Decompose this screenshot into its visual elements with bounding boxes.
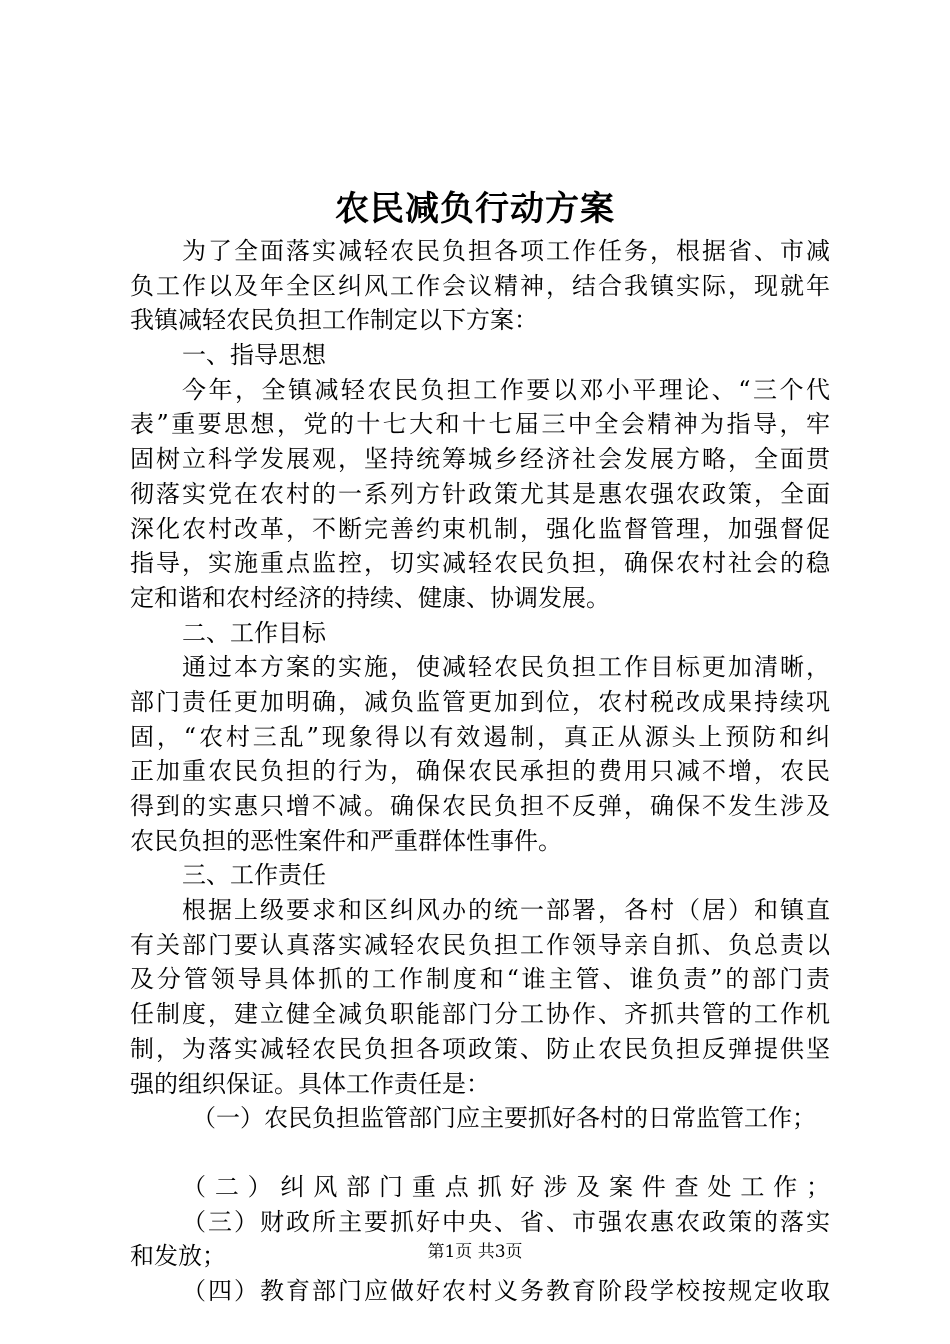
section-heading: 一、指导思想 <box>182 341 326 370</box>
text-line: 农民负担的恶性案件和严重群体性事件。 <box>130 826 562 855</box>
section-heading: 三、工作责任 <box>182 861 326 890</box>
list-item-line: （二）纠风部门重点抓好涉及案件查处工作； <box>182 1172 830 1201</box>
text-line: 强的组织保证。具体工作责任是： <box>130 1069 490 1098</box>
list-item-line: （三）财政所主要抓好中央、省、市强农惠农政策的落实 <box>182 1207 830 1236</box>
section-heading: 二、工作目标 <box>182 618 326 647</box>
text-line: 今年，全镇减轻农民负担工作要以邓小平理论、“三个代 <box>182 375 830 404</box>
text-line: 深化农村改革，不断完善约束机制，强化监督管理，加强督促 <box>130 514 830 543</box>
text-line: 负工作以及年全区纠风工作会议精神，结合我镇实际，现就年 <box>130 271 830 300</box>
text-line: 制，为落实减轻农民负担各项政策、防止农民负担反弹提供坚 <box>130 1034 830 1063</box>
text-line: 固，“农村三乱”现象得以有效遏制，真正从源头上预防和纠 <box>130 722 830 751</box>
text-line: 正加重农民负担的行为，确保农民承担的费用只减不增，农民 <box>130 757 830 786</box>
text-line: 彻落实党在农村的一系列方针政策尤其是惠农强农政策，全面 <box>130 479 830 508</box>
text-line: 固树立科学发展观，坚持统筹城乡经济社会发展方略，全面贯 <box>130 445 830 474</box>
list-item-line: （四）教育部门应做好农村义务教育阶段学校按规定收取 <box>182 1276 830 1305</box>
blank-line <box>130 1136 830 1170</box>
text-line: 根据上级要求和区纠风办的统一部署，各村（居）和镇直 <box>182 896 830 925</box>
text-line: 及分管领导具体抓的工作制度和“谁主管、谁负责”的部门责 <box>130 965 830 994</box>
text-line: 通过本方案的实施，使减轻农民负担工作目标更加清晰， <box>182 653 830 682</box>
text-line: 为了全面落实减轻农民负担各项工作任务，根据省、市减 <box>182 237 830 265</box>
text-line: 和发放； <box>130 1242 226 1271</box>
document-body <box>130 234 830 1309</box>
text-line: 部门责任更加明确，减负监管更加到位，农村税改成果持续巩 <box>130 687 830 716</box>
page-number: 第1页 共3页 <box>427 1242 523 1262</box>
text-line: 指导，实施重点监控，切实减轻农民负担，确保农村社会的稳 <box>130 549 830 578</box>
text-line: 任制度，建立健全减负职能部门分工协作、齐抓共管的工作机 <box>130 1000 830 1029</box>
text-line: 表”重要思想，党的十七大和十七届三中全会精神为指导，牢 <box>130 410 830 439</box>
page-title: 农民减负行动方案 <box>335 189 615 229</box>
text-line: 定和谐和农村经济的持续、健康、协调发展。 <box>130 583 610 612</box>
text-line: 得到的实惠只增不减。确保农民负担不反弹，确保不发生涉及 <box>130 792 830 820</box>
list-item-line: （一）农民负担监管部门应主要抓好各村的日常监管工作； <box>192 1104 816 1133</box>
text-line: 我镇减轻农民负担工作制定以下方案： <box>130 306 538 335</box>
text-line: 有关部门要认真落实减轻农民负担工作领导亲自抓、负总责以 <box>130 930 830 959</box>
